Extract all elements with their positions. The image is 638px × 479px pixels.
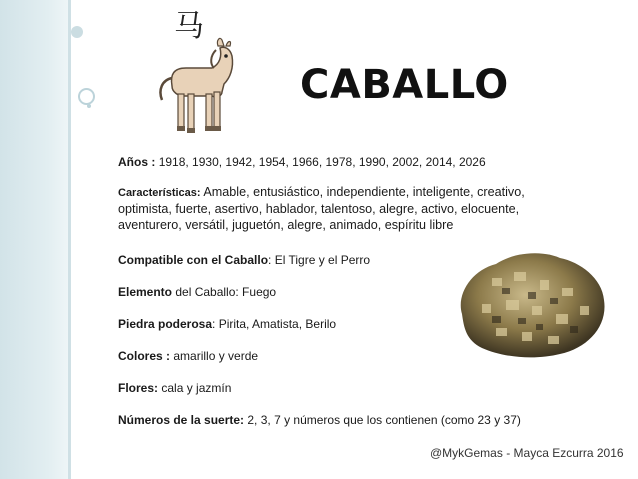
- caracteristicas-label: Características:: [118, 187, 201, 199]
- decorative-dot: [71, 26, 83, 38]
- elemento-value: del Caballo: Fuego: [172, 285, 277, 299]
- piedra-value: : Pirita, Amatista, Berilo: [212, 317, 337, 331]
- colores-label: Colores :: [118, 349, 171, 363]
- footer-credit: @MykGemas - Mayca Ezcurra 2016: [430, 446, 624, 460]
- anos-value: 1918, 1930, 1942, 1954, 1966, 1978, 1990, 2002, 2014, 2026: [158, 155, 486, 169]
- numeros-label: Números de la suerte:: [118, 413, 245, 427]
- horse-illustration: [150, 34, 240, 144]
- elemento-label: Elemento: [118, 285, 173, 299]
- colores-line: [118, 348, 258, 364]
- compatible-value: : El Tigre y el Perro: [268, 253, 371, 267]
- piedra-line: [118, 316, 336, 332]
- caracteristicas-paragraph: [118, 184, 558, 233]
- numeros-value: 2, 3, 7 y números que los contienen (como 23 y 37): [244, 413, 521, 427]
- decorative-ring: [78, 88, 95, 105]
- page-title: CABALLO: [300, 62, 509, 108]
- numeros-line: [118, 412, 521, 428]
- elemento-line: [118, 284, 276, 300]
- flores-line: [118, 380, 231, 396]
- compatible-label: Compatible con el Caballo: [118, 253, 269, 267]
- flores-label: Flores:: [118, 381, 159, 395]
- left-band-edge: [68, 0, 71, 479]
- flores-value: cala y jazmín: [158, 381, 232, 395]
- decorative-dot-small: [87, 104, 91, 108]
- pyrite-stone-image: [452, 244, 608, 362]
- compatible-line: [118, 252, 370, 268]
- caracteristicas-value: Amable, entusiástico, independiente, inteligente, creativo, optimista, fuerte, asertivo, hablador, talentoso, alegre, activo, elocuente, aventurero, versátil, juguetón, alegre, animado, espíritu libre: [118, 185, 525, 232]
- chinese-character: 马: [174, 9, 204, 44]
- anos-label: Años :: [118, 155, 156, 169]
- anos-line: [118, 154, 486, 170]
- colores-value: amarillo y verde: [170, 349, 259, 363]
- left-decorative-band: [0, 0, 68, 479]
- piedra-label: Piedra poderosa: [118, 317, 213, 331]
